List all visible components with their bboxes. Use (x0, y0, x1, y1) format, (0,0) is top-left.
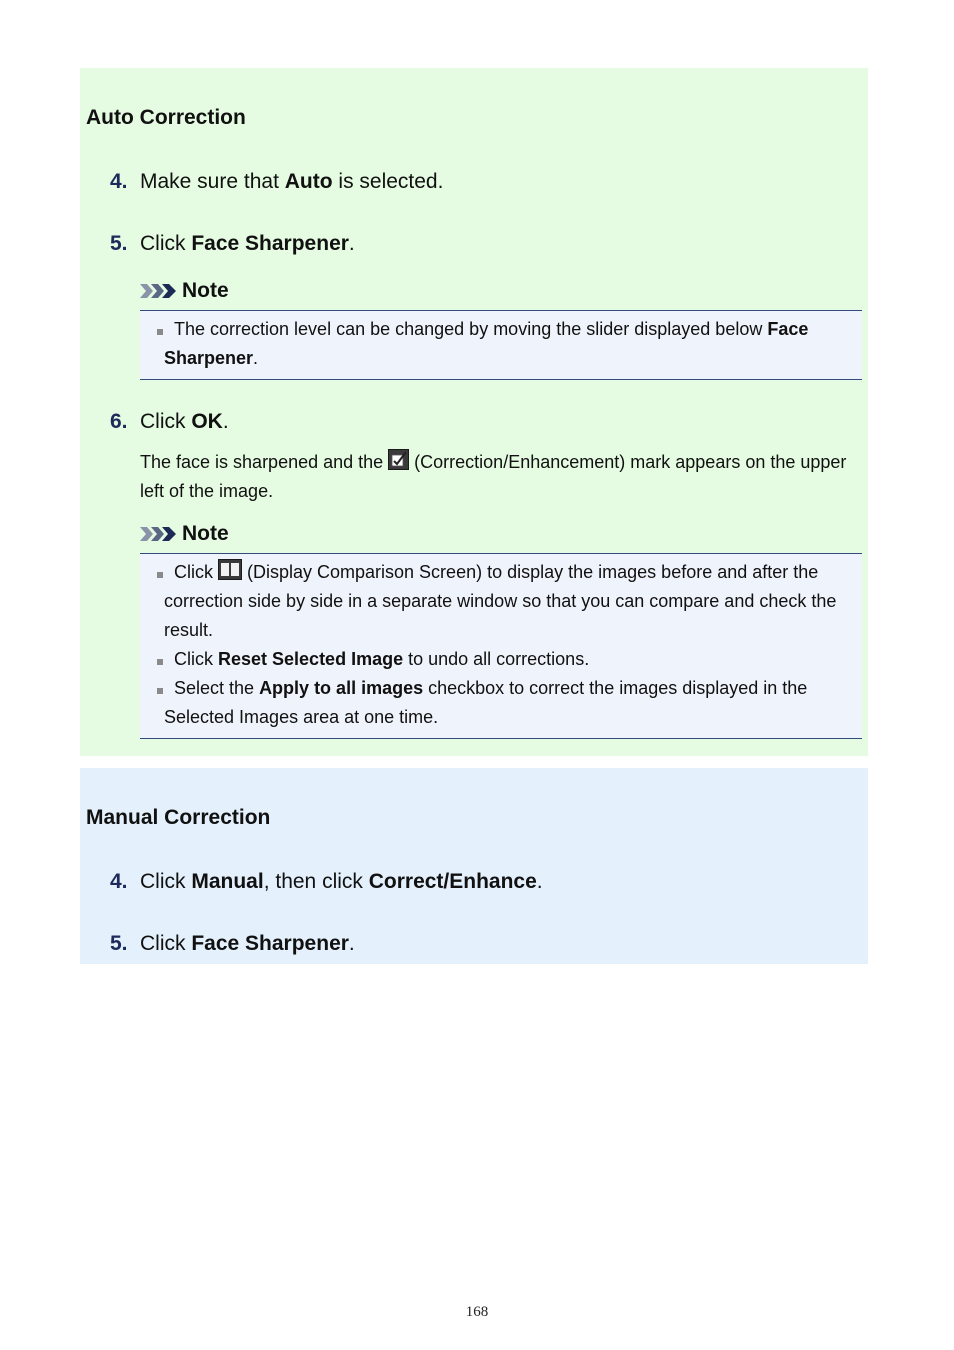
section-title-manual: Manual Correction (86, 806, 271, 829)
note-text: Select the (174, 678, 260, 698)
display-comparison-screen-icon (218, 559, 242, 580)
note-text: Click (174, 562, 218, 582)
step-text: . (222, 410, 229, 433)
note-bold: Apply to all images (259, 678, 424, 698)
note-chevrons-icon (140, 283, 178, 299)
bullet-icon (157, 659, 163, 665)
desc-text: (Correction/Enhancement) mark appears on the upper left of the image. (140, 452, 847, 501)
note-text: The correction level can be changed by moving the slider displayed below (174, 319, 768, 339)
step-number: 6. (110, 410, 128, 433)
correction-enhancement-icon (388, 449, 409, 470)
step-bold-auto: Auto (284, 170, 333, 193)
note-item (164, 558, 852, 645)
note-chevrons-icon (140, 526, 178, 542)
step-text: Click (140, 870, 192, 893)
note-bold: Reset Selected Image (218, 649, 404, 669)
desc-text: The face is sharpened and the (140, 452, 389, 472)
step-text: Click (140, 410, 192, 433)
bullet-icon (157, 329, 163, 335)
manual-correction-section (80, 768, 868, 964)
step-text: . (348, 932, 355, 955)
note-text: checkbox to correct the images displayed in the Selected Images area at one time. (164, 678, 808, 727)
step-4-manual (110, 870, 543, 894)
step-bold-ok: OK (191, 410, 223, 433)
step-bold-face-sharpener: Face Sharpener (191, 932, 349, 955)
auto-correction-section (80, 68, 868, 756)
bullet-icon (157, 572, 163, 578)
note-item (164, 674, 852, 732)
step-number: 4. (110, 870, 128, 893)
step-text: Make sure that (140, 170, 285, 193)
section-title-auto: Auto Correction (86, 106, 246, 129)
step-bold-manual: Manual (191, 870, 264, 893)
note-text: . (253, 348, 259, 368)
step-number: 4. (110, 170, 128, 193)
note-bold: Face Sharpener (164, 319, 809, 368)
step-4-auto (110, 170, 443, 194)
note-item (164, 315, 852, 373)
step-text: Click (140, 232, 192, 255)
step-6-auto (110, 410, 229, 434)
note-text: (Display Comparison Screen) to display the images before and after the correction side by side in a separate window so that you can compare and check the result. (164, 562, 837, 640)
step-number: 5. (110, 932, 128, 955)
step-bold-face-sharpener: Face Sharpener (191, 232, 349, 255)
note-header-1 (140, 278, 229, 304)
note-header-2 (140, 521, 229, 547)
note-box-1 (140, 310, 862, 380)
note-text: to undo all corrections. (403, 649, 590, 669)
step-6-description (140, 448, 860, 506)
step-text: . (348, 232, 355, 255)
bullet-icon (157, 688, 163, 694)
step-text: is selected. (332, 170, 444, 193)
step-bold-correct-enhance: Correct/Enhance (368, 870, 537, 893)
note-text: Click (174, 649, 218, 669)
page-number: 168 (465, 1304, 489, 1320)
note-label: Note (182, 279, 229, 302)
step-text: Click (140, 932, 192, 955)
step-5-manual (110, 932, 355, 956)
note-box-2 (140, 553, 862, 739)
note-label: Note (182, 522, 229, 545)
step-text: , then click (263, 870, 369, 893)
step-5-auto (110, 232, 355, 256)
note-item (164, 645, 852, 674)
step-number: 5. (110, 232, 128, 255)
step-text: . (536, 870, 543, 893)
